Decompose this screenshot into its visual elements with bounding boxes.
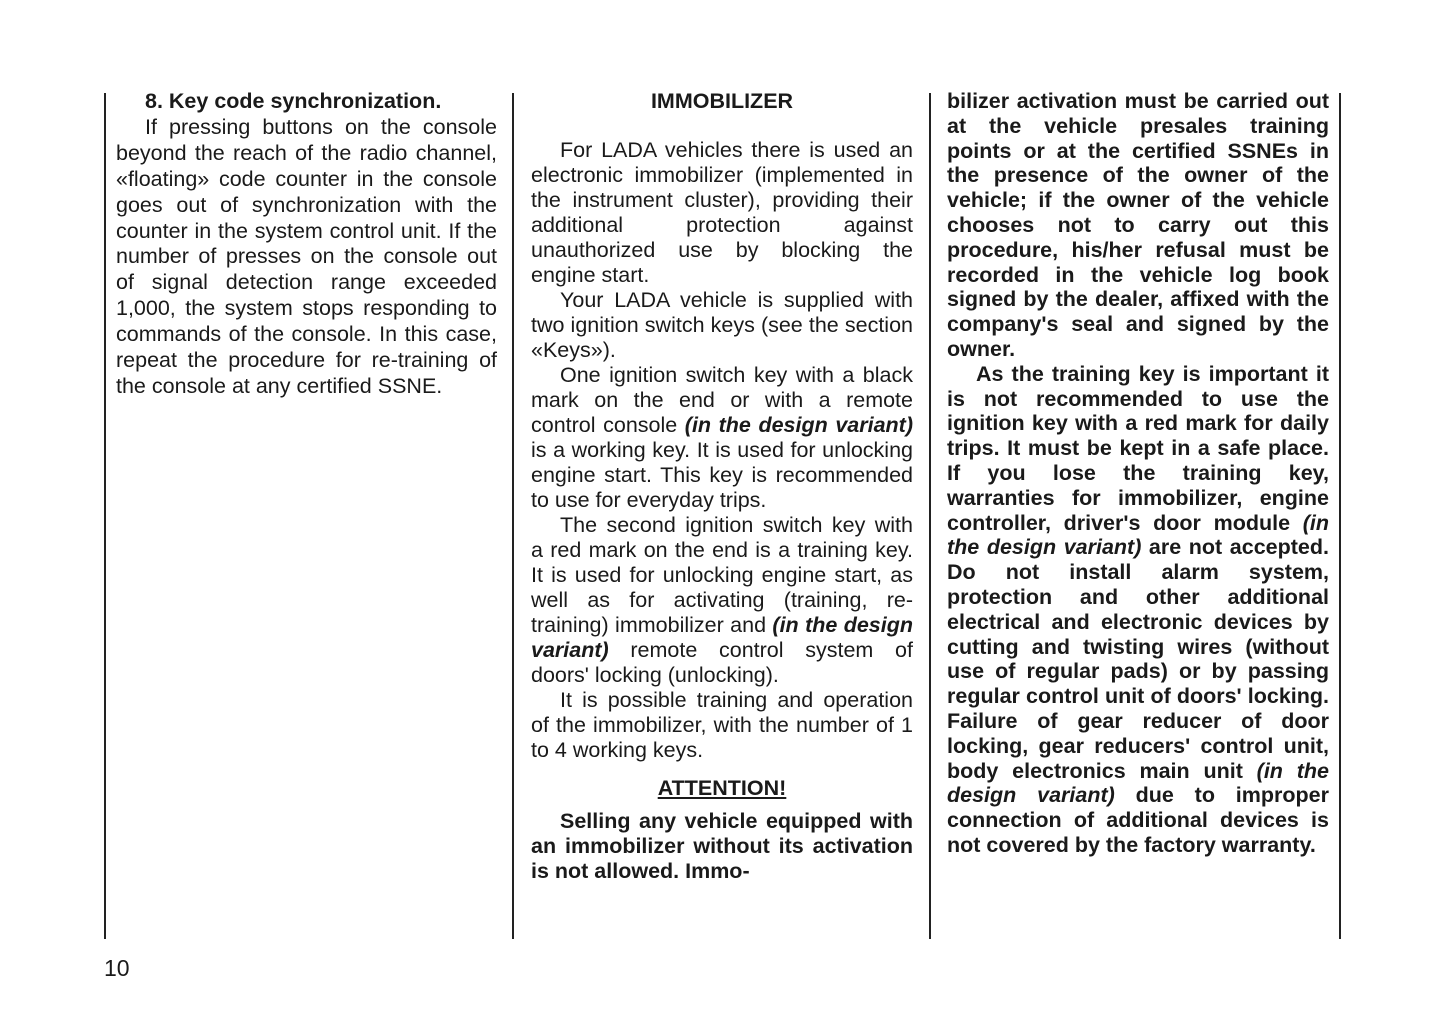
text-design-variant: (in the design variant) [531,613,913,662]
paragraph-training-key-warning [947,362,1329,858]
paragraph-attention-warning: Selling any vehicle equipped with an immobilizer without its activation is not allowed. Immo- [531,809,913,883]
section-heading-key-sync: 8. Key code synchronization. [145,89,442,113]
text-training-key-a: The second ignition switch key with a red mark on the end is a training key. It is used for unlocking engine start, as well as for activating (training, re-training) immobilizer and [531,513,913,637]
text-working-key-a: One ignition switch key with a black mark on the end or with a remote control console [531,363,913,437]
column-key-sync [116,89,497,400]
paragraph-keys-supplied: Your LADA vehicle is supplied with two ignition switch keys (see the section «Keys»). [531,288,913,362]
column-divider-middle-right [929,93,931,939]
paragraph-key-sync: If pressing buttons on the console beyond the reach of the radio channel, «floating» code counter in the console goes out of synchronization with the counter in the system control unit. If the number of presses on the console out of signal detection range exceeded 1,000, the system stops responding to commands of the console. In this case, repeat the procedure for re-training of the console at any certified SSNE. [116,114,497,398]
paragraph-working-keys-count: It is possible training and operation of the immobilizer, with the number of 1 to 4 working keys. [531,688,913,762]
text-working-key-b: is a working key. It is used for unlocking engine start. This key is recommended to use for everyday trips. [531,438,913,512]
text-training-warning-b: are not accepted. Do not install alarm system, protection and other additional electrical and electronic devices by cutting and twisting wires (without use of regular pads) or by passing regular control unit of doors' locking. Failure of gear reducer of door locking, gear reducers' control unit, body electronics main unit [947,535,1329,783]
column-divider-left [104,93,106,939]
paragraph-training-key [531,513,913,688]
column-activation-warning [947,89,1329,858]
paragraph-activation-requirements: bilizer activation must be carried out at the vehicle presales training points or at the certified SSNEs in the presence of the owner of the vehicle; if the owner of the vehicle chooses not to carry out this procedure, his/her refusal must be recorded in the vehicle log book signed by the dealer, affixed with the company's seal and signed by the owner. [947,89,1329,361]
column-divider-middle-left [512,93,514,939]
text-training-warning-c: due to improper connection of additional devices is not covered by the factory warranty. [947,783,1329,857]
section-title-immobilizer: IMMOBILIZER [650,89,794,113]
text-training-key-b: remote control system of doors' locking (unlocking). [531,638,913,687]
column-immobilizer [531,89,913,884]
paragraph-working-key [531,363,913,513]
text-design-variant: (in the design variant) [947,510,1329,560]
attention-heading: ATTENTION! [657,776,787,800]
text-design-variant: (in the design variant) [684,413,913,437]
text-training-warning-a: As the training key is important it is not recommended to use the ignition key with a red mark for daily trips. It must be kept in a safe place. If you lose the training key, warranties for immobilizer, engine controller, driver's door module [947,361,1329,535]
paragraph-immobilizer-intro: For LADA vehicles there is used an electronic immobilizer (implemented in the instrument cluster), providing their additional protection against unauthorized use by blocking the engine start. [531,138,913,287]
column-divider-right [1339,93,1341,939]
text-design-variant: (in the design variant) [947,758,1329,808]
page-number: 10 [104,955,130,981]
